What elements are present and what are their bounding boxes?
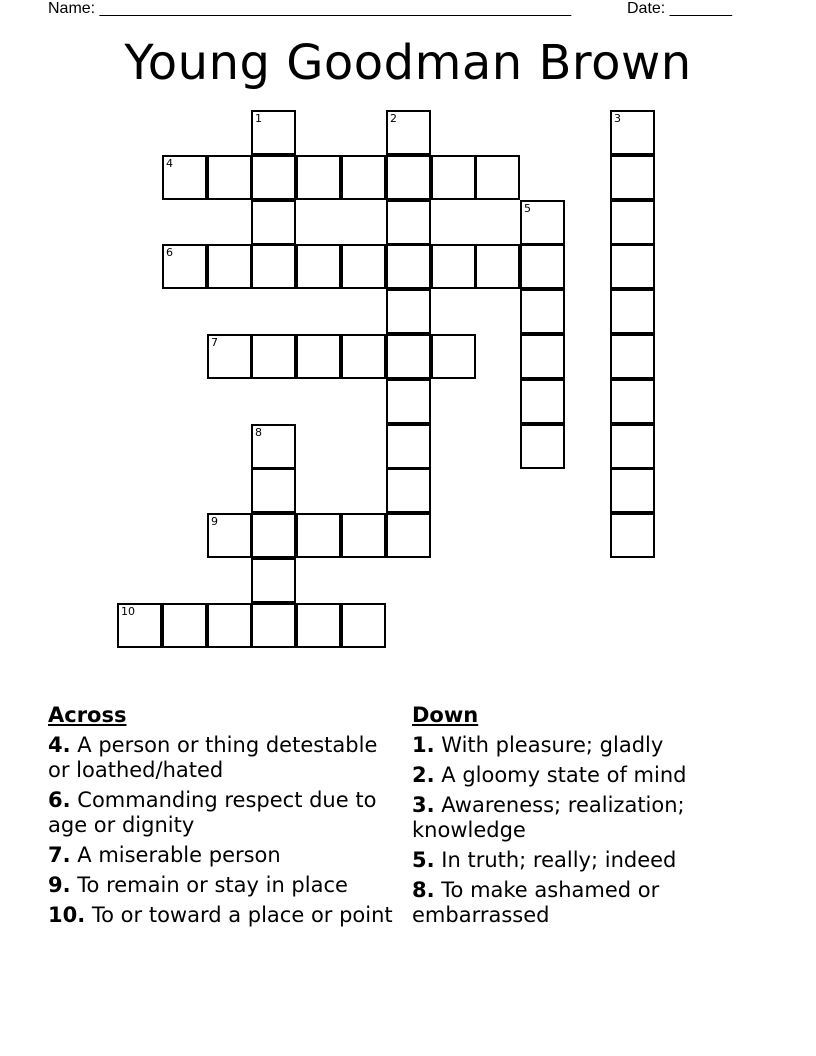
down-clue xyxy=(412,733,762,758)
grid-cell[interactable] xyxy=(296,244,341,289)
grid-cell[interactable] xyxy=(386,155,431,200)
cell-number: 3 xyxy=(614,112,621,125)
clue-number: 8. xyxy=(412,878,435,902)
grid-cell[interactable] xyxy=(520,289,565,334)
clue-text: A miserable person xyxy=(77,843,281,867)
clue-text: With pleasure; gladly xyxy=(441,733,664,757)
cell-number: 7 xyxy=(211,336,218,349)
clue-text: To remain or stay in place xyxy=(77,873,348,897)
grid-cell[interactable] xyxy=(117,603,162,648)
down-clues xyxy=(412,703,762,933)
grid-cell[interactable] xyxy=(386,200,431,245)
grid-cell[interactable] xyxy=(386,468,431,513)
cell-number: 6 xyxy=(166,246,173,259)
grid-cell[interactable] xyxy=(251,334,296,379)
grid-cell[interactable] xyxy=(386,379,431,424)
grid-cell[interactable] xyxy=(251,200,296,245)
down-clue xyxy=(412,793,762,843)
grid-cell[interactable] xyxy=(207,513,252,558)
grid-cell[interactable] xyxy=(475,155,520,200)
grid-cell[interactable] xyxy=(610,289,655,334)
across-clues xyxy=(48,703,393,933)
cell-number: 2 xyxy=(390,112,397,125)
cell-number: 5 xyxy=(524,202,531,215)
cell-number: 10 xyxy=(121,605,135,618)
grid-cell[interactable] xyxy=(610,155,655,200)
grid-cell[interactable] xyxy=(386,513,431,558)
down-clue xyxy=(412,878,762,928)
grid-cell[interactable] xyxy=(475,244,520,289)
grid-cell[interactable] xyxy=(341,603,386,648)
puzzle-title: Young Goodman Brown xyxy=(124,35,692,91)
grid-cell[interactable] xyxy=(610,513,655,558)
clue-number: 2. xyxy=(412,763,435,787)
cell-number: 1 xyxy=(255,112,262,125)
grid-cell[interactable] xyxy=(162,244,207,289)
grid-cell[interactable] xyxy=(386,424,431,469)
clue-text: To make ashamed or embarrassed xyxy=(412,878,660,927)
across-clue xyxy=(48,733,393,783)
cell-number: 9 xyxy=(211,515,218,528)
grid-cell[interactable] xyxy=(251,424,296,469)
grid-cell[interactable] xyxy=(251,603,296,648)
grid-cell[interactable] xyxy=(610,244,655,289)
clue-text: To or toward a place or point xyxy=(91,903,393,927)
grid-cell[interactable] xyxy=(162,603,207,648)
grid-cell[interactable] xyxy=(431,244,476,289)
grid-cell[interactable] xyxy=(610,424,655,469)
grid-cell[interactable] xyxy=(251,244,296,289)
down-heading: Down xyxy=(412,703,479,727)
across-clue xyxy=(48,843,393,868)
grid-cell[interactable] xyxy=(296,155,341,200)
grid-cell[interactable] xyxy=(520,244,565,289)
grid-cell[interactable] xyxy=(251,155,296,200)
clue-number: 6. xyxy=(48,788,71,812)
clue-number: 7. xyxy=(48,843,71,867)
clue-number: 10. xyxy=(48,903,86,927)
grid-cell[interactable] xyxy=(431,334,476,379)
clue-text: Commanding respect due to age or dignity xyxy=(48,788,377,837)
grid-cell[interactable] xyxy=(520,200,565,245)
name-field[interactable]: Name: _____________________________________________________ xyxy=(48,0,572,17)
grid-cell[interactable] xyxy=(251,110,296,155)
clue-number: 4. xyxy=(48,733,71,757)
grid-cell[interactable] xyxy=(251,558,296,603)
clue-text: Awareness; realization; knowledge xyxy=(412,793,685,842)
grid-cell[interactable] xyxy=(207,334,252,379)
clue-text: A person or thing detestable or loathed/hated xyxy=(48,733,378,782)
clue-number: 3. xyxy=(412,793,435,817)
grid-cell[interactable] xyxy=(296,513,341,558)
grid-cell[interactable] xyxy=(251,468,296,513)
down-clue xyxy=(412,848,762,873)
grid-cell[interactable] xyxy=(162,155,207,200)
grid-cell[interactable] xyxy=(610,334,655,379)
grid-cell[interactable] xyxy=(296,334,341,379)
down-clue xyxy=(412,763,762,788)
across-clue xyxy=(48,873,393,898)
clue-text: In truth; really; indeed xyxy=(441,848,677,872)
grid-cell[interactable] xyxy=(610,379,655,424)
grid-cell[interactable] xyxy=(386,334,431,379)
cell-number: 8 xyxy=(255,426,262,439)
grid-cell[interactable] xyxy=(341,334,386,379)
grid-cell[interactable] xyxy=(610,200,655,245)
grid-cell[interactable] xyxy=(610,110,655,155)
across-clue xyxy=(48,788,393,838)
date-field[interactable]: Date: _______ xyxy=(627,0,732,17)
grid-cell[interactable] xyxy=(341,244,386,289)
grid-cell[interactable] xyxy=(520,334,565,379)
cell-number: 4 xyxy=(166,157,173,170)
grid-cell[interactable] xyxy=(251,513,296,558)
grid-cell[interactable] xyxy=(610,468,655,513)
clue-number: 9. xyxy=(48,873,71,897)
clue-number: 5. xyxy=(412,848,435,872)
grid-cell[interactable] xyxy=(386,244,431,289)
clue-number: 1. xyxy=(412,733,435,757)
across-clue xyxy=(48,903,393,928)
grid-cell[interactable] xyxy=(207,603,252,648)
across-heading: Across xyxy=(48,703,127,727)
grid-cell[interactable] xyxy=(341,155,386,200)
grid-cell[interactable] xyxy=(431,155,476,200)
grid-cell[interactable] xyxy=(386,289,431,334)
grid-cell[interactable] xyxy=(207,244,252,289)
grid-cell[interactable] xyxy=(207,155,252,200)
grid-cell[interactable] xyxy=(520,424,565,469)
grid-cell[interactable] xyxy=(341,513,386,558)
clue-text: A gloomy state of mind xyxy=(441,763,687,787)
grid-cell[interactable] xyxy=(520,379,565,424)
grid-cell[interactable] xyxy=(296,603,341,648)
grid-cell[interactable] xyxy=(386,110,431,155)
